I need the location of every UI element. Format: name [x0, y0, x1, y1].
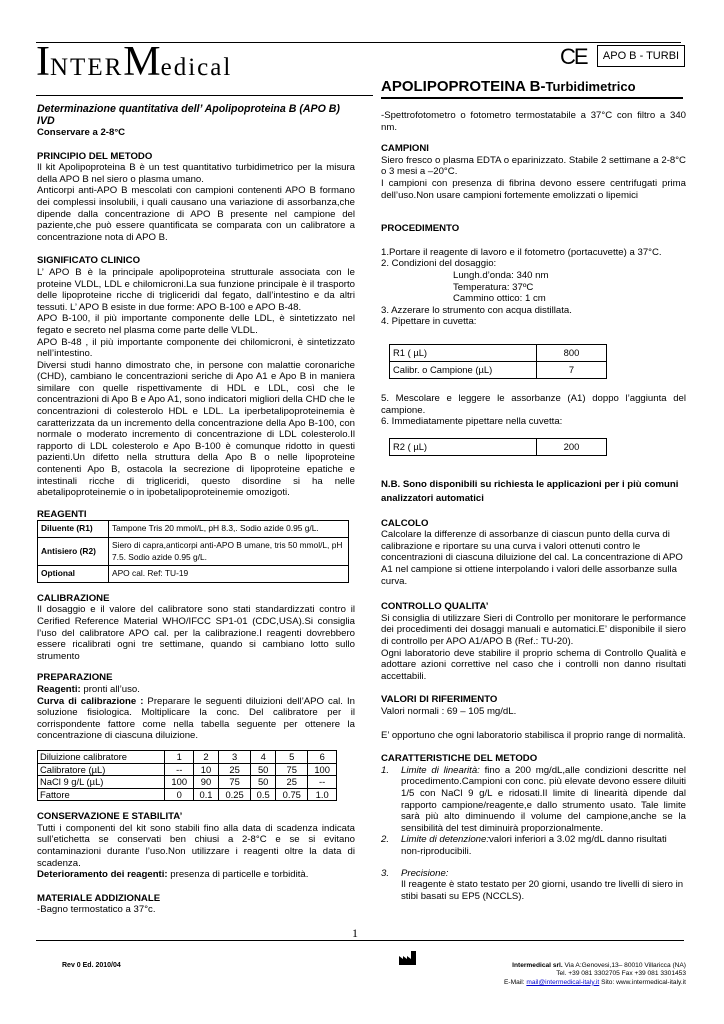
- proc-step-4: 4. Pipettare in cuvetta:: [381, 316, 477, 328]
- car-item-3: 3. Precisione: Il reagente è stato testato per 20 giorni, usando tre livelli di siero in stibi basati su EP5 (NCCLS).: [381, 867, 684, 902]
- table-row: Diluente (R1) Tampone Tris 20 mmol/L, pH 8.3,. Sodio azide 0.95 g/L.: [38, 521, 349, 538]
- calibrazione-title: CALIBRAZIONE: [37, 592, 110, 604]
- proc-step-2c: Cammino ottico: 1 cm: [453, 293, 546, 305]
- table-row: R1 ( µL) 800: [390, 344, 607, 361]
- materiale-title: MATERIALE ADDIZIONALE: [37, 892, 161, 904]
- campioni-title: CAMPIONI: [381, 143, 429, 155]
- procedimento-title: PROCEDIMENTO: [381, 223, 460, 235]
- left-column: [37, 103, 355, 916]
- table-row: Diluizione calibratore 1 2 3 4 5 6: [38, 750, 337, 763]
- table-row: Fattore 0 0.1 0.25 0.5 0.75 1.0: [38, 788, 337, 801]
- controllo-text: Si consiglia di utilizzare Sieri di Controllo per monitorare le performance dei procedimenti dei dosaggi manuali e automatici.E’ disponibile il siero di controllo per APO A1/APO B (Ref.: TU-20).: [381, 612, 686, 648]
- preparazione-title: PREPARAZIONE: [37, 672, 113, 684]
- materiale-text: -Bagno termostatico a 37°c.: [37, 904, 156, 916]
- reagents-table: [37, 520, 349, 582]
- calcolo-title: CALCOLO: [381, 517, 429, 529]
- manufacturer-icon: [398, 950, 418, 966]
- caratteristiche-title: CARATTERISTICHE DEL METODO: [381, 753, 538, 765]
- page-number: 1: [352, 926, 358, 940]
- valori-text-2: E’ opportuno che ogni laboratorio stabilisca il proprio range di normalità.: [381, 729, 686, 741]
- company-address: Intermedical srl. Via A:Genovesi,13– 80010 Villaricca (NA) Tel. +39 081 3302705 Fax +39 081 3301453 E-Mail: mail@intermedical-italy.it Sito: www.intermedical-italy.it: [504, 962, 686, 986]
- valori-text: Valori normali : 69 – 105 mg/dL.: [381, 706, 517, 717]
- controllo-text-2: Ogni laboratorio deve stabilire il proprio schema di Controllo Qualità e adottare azioni correttive nel caso che i controlli non danno risultati accettabili.: [381, 647, 686, 682]
- significato-text-2: APO B-100, il più importante componente delle LDL, è sintetizzato nel fegato e secreto nel plasma come parte delle VLDL.: [37, 313, 355, 336]
- storage-note: Conservare a 2-8°C: [37, 127, 126, 138]
- product-code-box: APO B - TURBI: [597, 45, 685, 67]
- proc-step-1: 1.Portare il reagente di lavoro e il fotometro (portacuvette) a 37°C.: [381, 246, 662, 258]
- proc-step-5: 5. Mescolare e leggere le assorbanze (A1) doppo l’aggiunta del campione.: [381, 392, 686, 416]
- deterioramento-text: Deterioramento dei reagenti: presenza di particelle e torbidità.: [37, 869, 309, 881]
- intermedical-logo: INTERMedical: [36, 39, 233, 85]
- right-rule: [381, 97, 683, 99]
- significato-title: SIGNIFICATO CLINICO: [37, 255, 141, 267]
- document-title: APOLIPOPROTEINA B-Turbidimetrico: [381, 78, 636, 95]
- dilution-table: [37, 750, 337, 801]
- email-link[interactable]: mail@intermedical-italy.it: [526, 978, 600, 986]
- left-rule: [36, 95, 373, 96]
- reagenti-title: REAGENTI: [37, 508, 87, 520]
- campioni-text-2: I campioni con presenza di fibrina devono essere centrifugati prima dell’uso.Non usare campioni fortemente emolizzati o lipemici: [381, 177, 686, 201]
- ce-mark: CE: [560, 44, 587, 69]
- revision-label: Rev 0 Ed. 2010/04: [62, 962, 121, 969]
- proc-step-6: 6. Immediatamente pipettare nella cuvetta:: [381, 416, 563, 428]
- table-row: Calibr. o Campione (µL) 7: [390, 361, 607, 378]
- principio-text: Il kit Apolipoproteina B è un test quantitativo turbidimetrico per la misura della APO B nel siero o plasma umano.: [37, 162, 355, 185]
- table-row: NaCl 9 g/L (µL) 100 90 75 50 25 --: [38, 776, 337, 789]
- footer-rule: [36, 940, 684, 941]
- conservazione-text: Tutti i componenti del kit sono stabili fino alla data di scadenza indicata sull’etichetta se conservati ben chiusi a 2-8°C e se si evitano contaminazioni durante l’uso.Non utilizzare i reagenti oltre la data di scadenza.: [37, 822, 355, 869]
- table-row: Calibratore (µL) -- 10 25 50 75 100: [38, 763, 337, 776]
- valori-title: VALORI DI RIFERIMENTO: [381, 694, 498, 706]
- car-item-1: 1. Limite di linearità: fino a 200 mg/dL,alle condizioni descritte nel procedimento.Campioni con conc. più elevate devono essere diluiti 1/5 con NaCl 9 g/L e ridosati.Il limite di linearità dipende dal rapporto campione/reagente,e dallo strumento usato. Tale limite sarà più alto diminuendo il volume del campione,anche se la sensibilità del test diminuirà proporzionalmente.: [381, 764, 686, 834]
- reagenti-ready: Reagenti: pronti all’uso.: [37, 683, 140, 695]
- pipette-table-1: [389, 344, 607, 379]
- table-row: Antisiero (R2) Siero di capra,anticorpi anti-APO B umane, tris 50 mmol/L, pH 7.5. Sodio azide 0.95 g/L.: [38, 538, 349, 566]
- table-row: Optional APO cal. Ref: TU-19: [38, 566, 349, 583]
- right-column: [381, 110, 686, 902]
- proc-step-3: 3. Azzerare lo strumento con acqua distillata.: [381, 304, 572, 316]
- table-row: R2 ( µL) 200: [390, 438, 607, 455]
- principio-title: PRINCIPIO DEL METODO: [37, 150, 153, 162]
- controllo-title: CONTROLLO QUALITA’: [381, 601, 489, 613]
- significato-text-4: Diversi studi hanno dimostrato che, in persone con malattie coronariche (CHD), cambiano le concentrazioni seriche di Apo A1 e Apo B in maniera similare con quelle rispettivamente di HDL e LDL, così che le concentrazioni di Apo B e Apo A1, sono indicatori migliori della CHD che le concentrazioni di colesterolo HDL e LDL. La iperbetalipoproteinemia è caratterizzata da un incremento della concentrazione della Apo B-100, con normale o moderato incremento di concentrazione di LDL colesterolo.Il rapporto di LDL colesterolo e Apo B-100 è comunque ridotto in questi pazienti.Un difetto nella struttura della Apo B o nelle lipoproteine contenenti Apo B, ostacola la secrezione di lipoproteine epatiche e intestinali ricche di trigliceridi, questo disordine si ha nelle abetalipoproteinemie o in ipobetalipoproteinemie omozigoti.: [37, 359, 355, 499]
- section-heading: Determinazione quantitativa dell’ Apolipoproteina B (APO B) IVD: [37, 103, 340, 127]
- car-item-2: 2. Limite di detenzione:valori inferiori a 3.02 mg/dL danno risultati non-riproducibili.: [381, 834, 667, 857]
- significato-text: L’ APO B è la principale apolipoproteina strutturale associata con le proteine VLDL, LDL e chilomicroni.La sua funzione principale è il trasporto delle lipoproteine ricche di trigliceridi dal fegato, dall’intestino e da altri tessuti. L’ APO B esiste in due forme: APO B-100 e APO B-48.: [37, 266, 355, 313]
- spettro-text: -Spettrofotometro o fotometro termostatabile a 37°C con filtro a 340 nm.: [381, 110, 686, 133]
- calibrazione-text: Il dosaggio e il valore del calibratore sono stati standardizzati contro il Cerified Reference Material WHO/IFCC SP1-01 (CDC,USA).Si consiglia l’uso del calibratore APO cal. per la calibrazione.I reagenti dovrebbero essere ricalibrati ogni tre settimane, quando si cambiano lotto sullo strumento: [37, 604, 355, 662]
- conservazione-title: CONSERVAZIONE E STABILITA’: [37, 811, 183, 823]
- nb-note: N.B. Sono disponibili su richiesta le applicazioni per i più comuni analizzatori automatici: [381, 478, 679, 504]
- curva-text: Curva di calibrazione : Preparare le seguenti diluizioni dell’APO cal. In soluzione fisiologica. Moltiplicare la conc. Del calibratore per il corrispondente fattore come nella tabella seguente per ottenere la concentrazione di ciascuna diluizione.: [37, 695, 355, 742]
- significato-text-3: APO B-48 , il più importante componente dei chilomicroni, è sintetizzato nell’intestino.: [37, 336, 355, 360]
- proc-step-2a: Lungh.d’onda: 340 nm: [453, 269, 549, 281]
- proc-step-2b: Temperatura: 37ºC: [453, 281, 534, 293]
- calcolo-text: Calcolare la differenze di assorbanze di ciascun punto della curva di calibrazione e riportare su una curva i valori ottenuti contro le concentrazioni di ciascuna diluizione del cal. La concentrazione di APO A1 nel campione si ottiene interpolando i valori delle assorbanze sulla curva.: [381, 529, 683, 587]
- pipette-table-2: [389, 438, 607, 456]
- proc-step-2: 2. Condizioni del dosaggio:: [381, 258, 497, 270]
- campioni-text: Siero fresco o plasma EDTA o eparinizzato. Stabile 2 settimane a 2-8°C o 3 mesi a –20°C.: [381, 154, 686, 178]
- principio-text-2: Anticorpi anti-APO B mescolati con campioni contenenti APO B formano dei complessi insolubili, i quali causano una variazione di assorbanza,che dipende dalla concentrazione di APO B presente nel campione del paziente,che può essere quantificata se comparata con un calibratore a concentrazione nota di APO B.: [37, 185, 355, 243]
